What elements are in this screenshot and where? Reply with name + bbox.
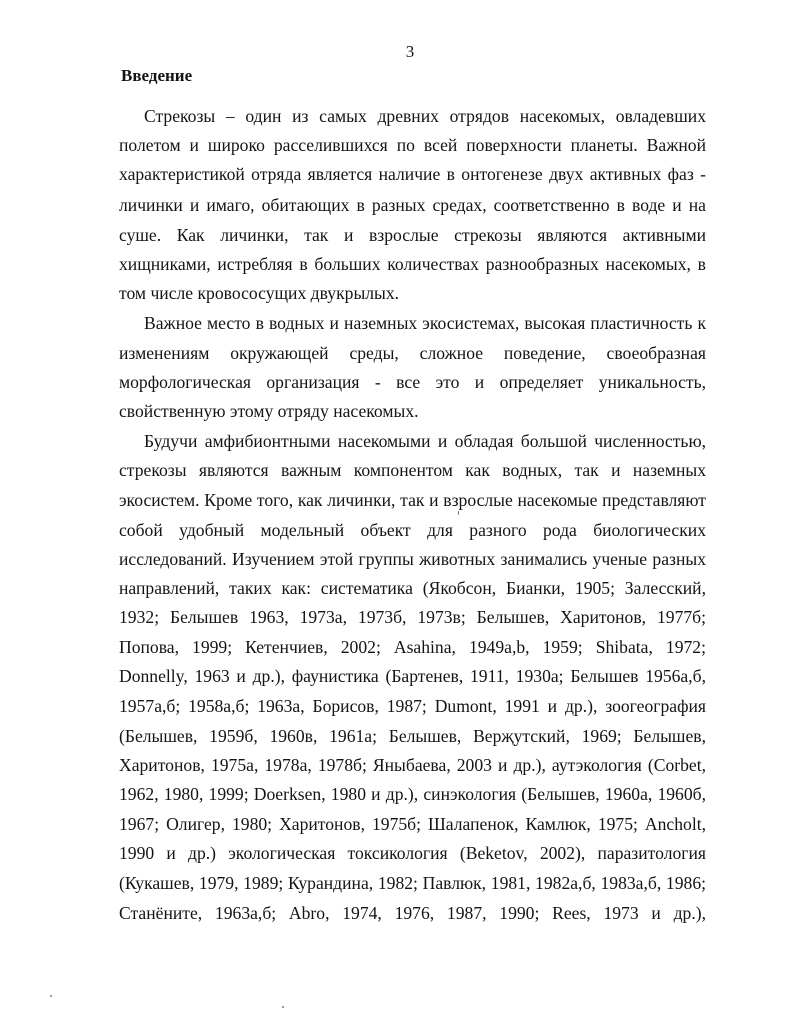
scan-speck: [458, 511, 459, 515]
section-heading: Введение: [121, 66, 193, 85]
text-line: 1967; Олигер, 1980; Харитонов, 1975б; Шалапенок, Камлюк, 1975; Ancholt,: [119, 814, 706, 834]
text-line: Станёните, 1963а,б; Abro, 1974, 1976, 1987, 1990; Rees, 1973 и др.),: [119, 903, 706, 923]
text-line: Важное место в водных и наземных экосистемах, высокая пластичность к: [144, 313, 706, 333]
text-line: исследований. Изучением этой группы животных занимались ученые разных: [119, 549, 706, 569]
text-line: Будучи амфибионтными насекомыми и обладая большой численностью,: [144, 431, 706, 451]
text-line: 1962, 1980, 1999; Doerksen, 1980 и др.), синэкология (Белышев, 1960а, 1960б,: [119, 784, 706, 804]
text-line: Харитонов, 1975а, 1978а, 1978б; Яныбаева, 2003 и др.), аутэкология (Corbet,: [119, 755, 706, 775]
text-line: направлений, таких как: систематика (Якобсон, Бианки, 1905; Залесский,: [119, 578, 706, 598]
text-line: хищниками, истребляя в больших количествах разнообразных насекомых, в: [119, 254, 706, 274]
text-line: Попова, 1999; Кетенчиев, 2002; Asahina, 1949a,b, 1959; Shibata, 1972;: [119, 637, 706, 657]
text-line: 1932; Белышев 1963, 1973а, 1973б, 1973в; Белышев, Харитонов, 1977б;: [119, 607, 706, 627]
text-line: 1957а,б; 1958а,б; 1963а, Борисов, 1987; Dumont, 1991 и др.), зоогеография: [119, 696, 706, 716]
text-line: Donnelly, 1963 и др.), фаунистика (Бартенев, 1911, 1930а; Белышев 1956а,б,: [119, 666, 706, 686]
text-line: свойственную этому отряду насекомых.: [119, 401, 419, 421]
page-number: 3: [405, 42, 415, 61]
text-line: характеристикой отряда является наличие в онтогенезе двух активных фаз -: [119, 164, 706, 184]
text-line: изменениям окружающей среды, сложное поведение, своеобразная: [119, 343, 706, 363]
text-line: (Кукашев, 1979, 1989; Курандина, 1982; Павлюк, 1981, 1982а,б, 1983а,б, 1986;: [119, 873, 706, 893]
text-line: стрекозы являются важным компонентом как водных, так и наземных: [119, 460, 706, 480]
text-line: 1990 и др.) экологическая токсикология (Beketov, 2002), паразитология: [119, 843, 706, 863]
text-line: экосистем. Кроме того, как личинки, так и взрослые насекомые представляют: [119, 490, 706, 510]
text-line: суше. Как личинки, так и взрослые стрекозы являются активными: [119, 225, 706, 245]
text-line: Стрекозы – один из самых древних отрядов насекомых, овладевших: [144, 106, 706, 126]
text-line: полетом и широко расселившихся по всей поверхности планеты. Важной: [119, 135, 706, 155]
scan-speck: [282, 1006, 284, 1008]
text-line: том числе кровососущих двукрылых.: [119, 283, 400, 303]
scan-speck: [50, 995, 52, 997]
text-line: собой удобный модельный объект для разного рода биологических: [119, 520, 706, 540]
text-line: морфологическая организация - все это и определяет уникальность,: [119, 372, 706, 392]
text-line: (Белышев, 1959б, 1960в, 1961а; Белышев, Верҗутский, 1969; Белышев,: [119, 726, 706, 746]
text-line: личинки и имаго, обитающих в разных средах, соответственно в воде и на: [119, 195, 706, 215]
